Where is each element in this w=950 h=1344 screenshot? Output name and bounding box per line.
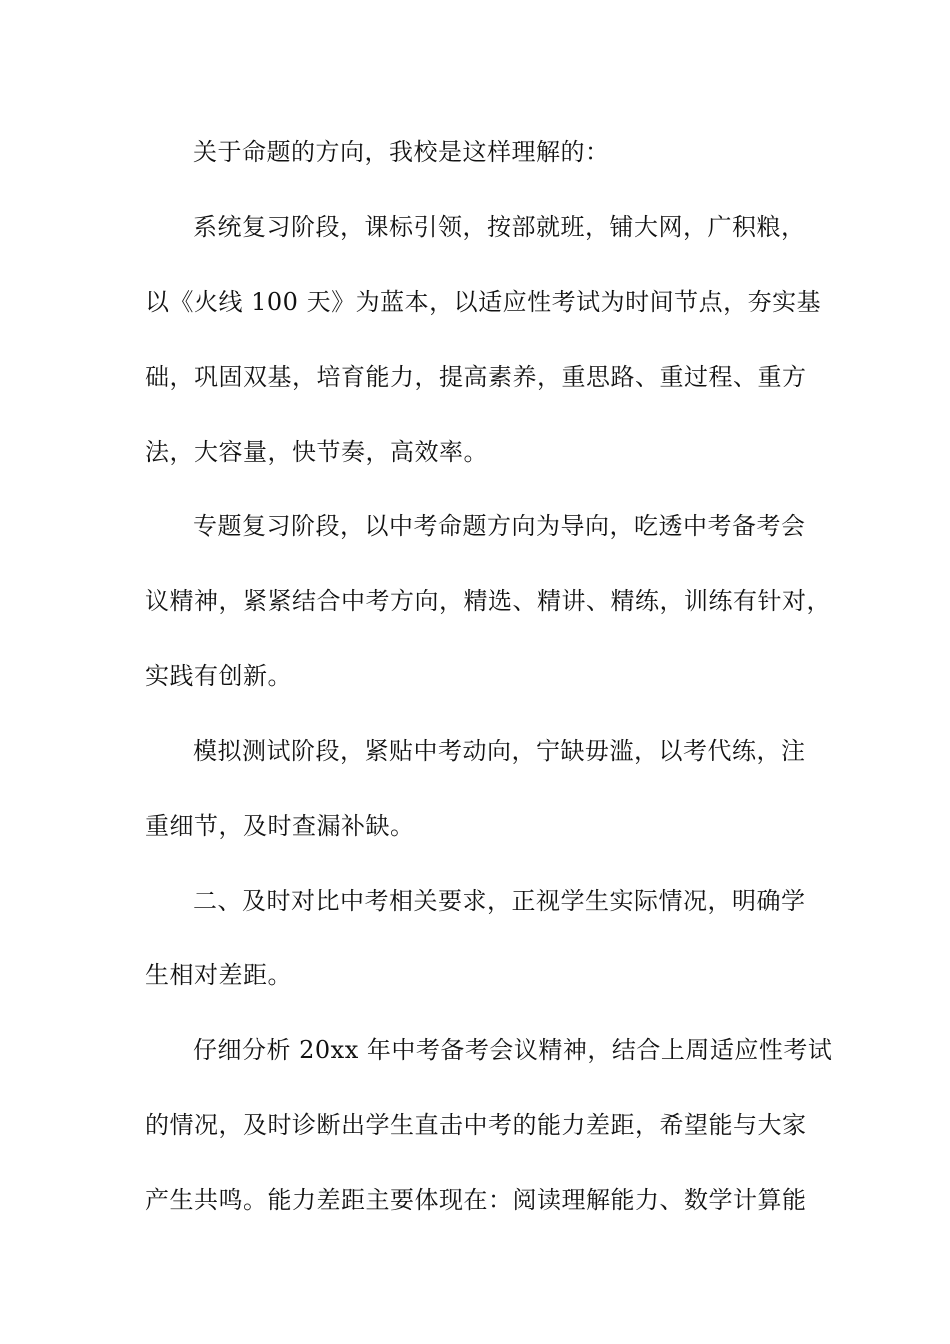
paragraph-line: 系统复习阶段，课标引领，按部就班，铺大网，广积粮， bbox=[193, 213, 806, 241]
paragraph-line: 二、及时对比中考相关要求，正视学生实际情况，明确学 bbox=[193, 887, 806, 915]
paragraph-line: 模拟测试阶段，紧贴中考动向，宁缺毋滥，以考代练，注 bbox=[193, 737, 806, 765]
paragraph-line: 议精神，紧紧结合中考方向，精选、精讲、精练，训练有针对， bbox=[145, 587, 831, 615]
paragraph-line: 仔细分析 20xx 年中考备考会议精神，结合上周适应性考试 bbox=[193, 1036, 833, 1064]
paragraph-line: 专题复习阶段，以中考命题方向为导向，吃透中考备考会 bbox=[193, 512, 806, 540]
paragraph-line: 生相对差距。 bbox=[145, 961, 292, 989]
paragraph-line: 实践有创新。 bbox=[145, 662, 292, 690]
paragraph-line: 的情况，及时诊断出学生直击中考的能力差距，希望能与大家 bbox=[145, 1111, 807, 1139]
paragraph-line: 产生共鸣。能力差距主要体现在：阅读理解能力、数学计算能 bbox=[145, 1186, 807, 1214]
paragraph-line: 以《火线 100 天》为蓝本，以适应性考试为时间节点，夯实基 bbox=[145, 288, 822, 316]
paragraph-line: 础，巩固双基，培育能力，提高素养，重思路、重过程、重方 bbox=[145, 363, 807, 391]
paragraph-line: 关于命题的方向，我校是这样理解的： bbox=[193, 138, 610, 166]
paragraph-line: 重细节，及时查漏补缺。 bbox=[145, 812, 415, 840]
paragraph-line: 法，大容量，快节奏，高效率。 bbox=[145, 438, 488, 466]
